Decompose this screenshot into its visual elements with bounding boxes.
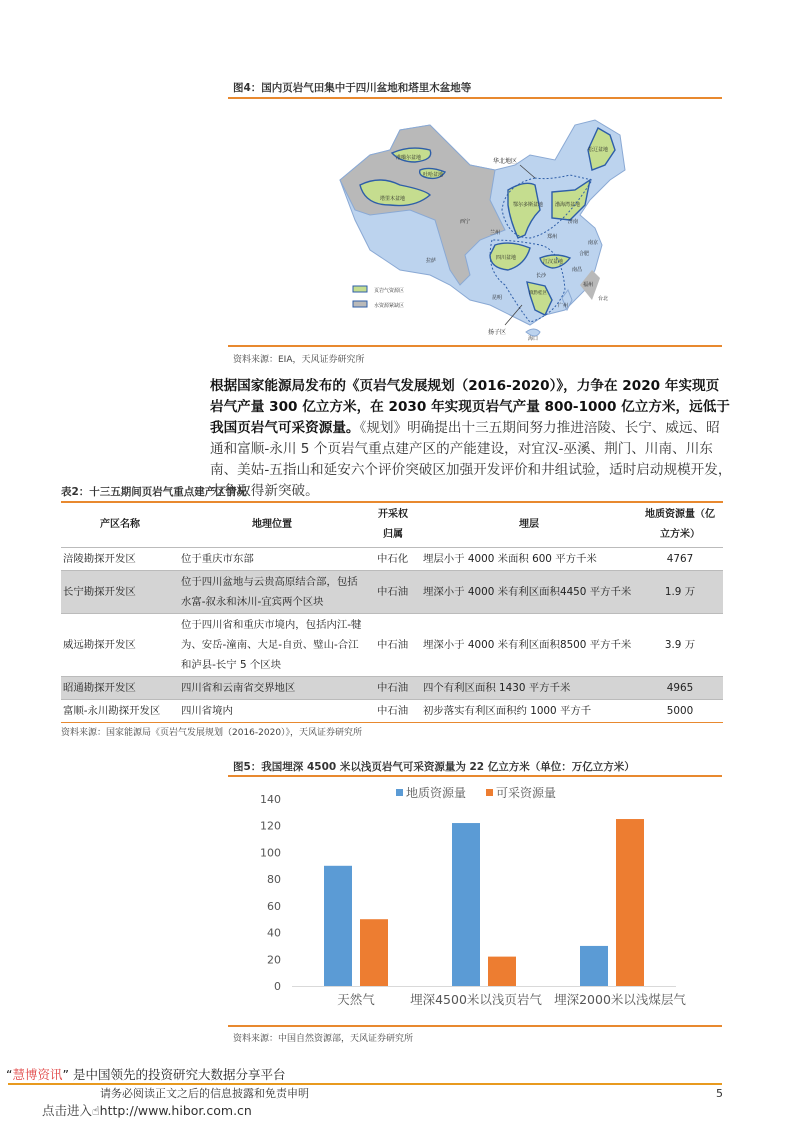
table-cell: 四个有利区面积 1430 平方千米 xyxy=(421,676,637,699)
map-label: 福州 xyxy=(583,282,594,288)
y-tick-label: 80 xyxy=(267,873,281,887)
paragraph-bold: 根据国家能源局发布的《页岩气发展规划（2016-2020）》，力争在 2020 年实现页岩气产量 300 亿立方米，在 2030 年实现页岩气产量 800-1000 亿立方米，远低于我国页岩气可采资源量。 xyxy=(210,378,730,436)
table-cell: 中石化 xyxy=(377,552,409,565)
bar-recoverable xyxy=(488,957,516,986)
table-cell: 1.9 万 xyxy=(637,570,723,613)
legend-swatch xyxy=(486,789,493,796)
map-label: 鄂尔多斯盆地 xyxy=(513,202,544,208)
map-label: 合肥 xyxy=(579,251,590,257)
table-cell: 中石油 xyxy=(365,570,421,613)
map-label: 滇黔桂区 xyxy=(529,291,547,296)
figure5-title: 图5：我国埋深 4500 米以浅页岩气可采资源量为 22 亿立方米（单位：万亿立方米） xyxy=(233,761,635,773)
bar-recoverable xyxy=(360,919,388,986)
map-label: 长沙 xyxy=(536,273,547,279)
figure4-title: 图4：国内页岩气田集中于四川盆地和塔里木盆地等 xyxy=(233,82,472,94)
table-cell: 位于重庆市东部 xyxy=(181,552,254,565)
map-label: 华北地区 xyxy=(493,158,518,165)
legend-label: 页岩气资源区 xyxy=(374,288,405,294)
y-tick-label: 140 xyxy=(260,793,281,806)
hand-cursor-icon: ☝ xyxy=(92,1103,100,1118)
y-tick-label: 120 xyxy=(260,819,281,833)
bar-geological xyxy=(324,866,352,986)
table-cell: 埋深小于 4000 米有利区面积8500 平方千米 xyxy=(423,638,632,651)
bar-geological xyxy=(452,823,480,986)
map-label: 扬子区 xyxy=(488,329,507,336)
table-cell: 昭通勘探开发区 xyxy=(61,676,179,699)
map-label: 昆明 xyxy=(492,295,503,301)
map-label: 南京 xyxy=(588,240,599,246)
table-cell: 中石油 xyxy=(377,638,409,651)
table-cell: 中石油 xyxy=(377,704,409,717)
col-header: 地理位置 xyxy=(252,518,292,530)
table-cell: 富顺-永川勘探开发区 xyxy=(63,704,161,717)
table-cell: 位于四川省和重庆市境内，包括内江-犍为、安岳-潼南、大足-自贡、璧山-合江和泸县-长宁 5 个区块 xyxy=(181,618,362,671)
map-label: 济南 xyxy=(568,219,579,225)
map-label: 拉萨 xyxy=(426,258,437,264)
col-header: 地质资源量（亿立方米） xyxy=(645,508,715,540)
enter-link[interactable] xyxy=(42,1104,252,1118)
table-cell: 位于四川盆地与云贵高原结合部，包括水富-叙永和沐川-宜宾两个区块 xyxy=(179,570,365,613)
legend-label: 地质资源量 xyxy=(406,786,467,800)
table-cell: 长宁勘探开发区 xyxy=(61,570,179,613)
legend-label: 水资源紧缺区 xyxy=(374,303,405,309)
table-cell: 威远勘探开发区 xyxy=(63,638,136,651)
y-tick-label: 40 xyxy=(267,926,281,940)
map-label: 海口 xyxy=(528,336,539,342)
map-label: 江汉盆地 xyxy=(543,259,564,265)
figure5-source: 资料来源：中国自然资源部，天风证券研究所 xyxy=(233,1034,414,1044)
paragraph-text: 《规划》明确提出十三五期间努力推进涪陵、长宁、威远、昭通和富顺-永川 5 个页岩气重点建产区的产能建设，对宜汉-巫溪、荆门、川南、川东南、美姑-五指山和延安六个评价突破区加强开发评价和井组试验，适时启动规模开发，力争取得新突破。 xyxy=(210,420,732,499)
divider xyxy=(228,1025,722,1027)
table-cell: 3.9 万 xyxy=(664,638,696,651)
y-tick-label: 0 xyxy=(274,980,281,993)
map-label: 塔里木盆地 xyxy=(380,196,406,202)
map-label: 西宁 xyxy=(460,219,471,225)
legend-label: 可采资源量 xyxy=(496,786,557,800)
enter-label: 点击进入 xyxy=(42,1103,93,1118)
col-header: 埋层 xyxy=(519,518,539,530)
url-link[interactable]: http://www.hibor.com.cn xyxy=(99,1103,252,1118)
table-cell: 初步落实有利区面积约 1000 平方千 xyxy=(423,704,592,717)
map-label: 准噶尔盆地 xyxy=(396,155,422,161)
map-label: 吐哈盆地 xyxy=(423,172,444,178)
col-header: 开采权归属 xyxy=(378,508,408,540)
table-cell: 埋层小于 4000 米面积 600 平方千米 xyxy=(423,552,597,565)
figure4-source: 资料来源：EIA，天风证券研究所 xyxy=(233,355,365,365)
x-tick-label: 天然气 xyxy=(337,992,375,1007)
table-cell: 埋深小于 4000 米有利区面积4450 平方千米 xyxy=(421,570,637,613)
map-label: 松辽盆地 xyxy=(588,147,609,153)
legend-swatch xyxy=(396,789,403,796)
brand-link[interactable]: 慧博资讯 xyxy=(12,1067,63,1082)
map-label: 台北 xyxy=(598,296,609,302)
table-cell: 4965 xyxy=(637,676,723,699)
table-cell: 5000 xyxy=(666,704,694,717)
map-label: 南昌 xyxy=(572,267,583,273)
y-tick-label: 100 xyxy=(260,846,281,860)
disclaimer: 请务必阅读正文之后的信息披露和免责申明 xyxy=(100,1087,309,1100)
table2-source: 资料来源：国家能源局《页岩气发展规划（2016-2020）》，天风证券研究所 xyxy=(61,728,363,738)
map-label: 广州 xyxy=(558,303,569,309)
table2-title: 表2：十三五期间页岩气重点建产区情况 xyxy=(61,486,247,498)
table-cell: 中石油 xyxy=(365,676,421,699)
table-cell: 涪陵勘探开发区 xyxy=(63,552,136,565)
x-tick-label: 埋深2000米以浅煤层气 xyxy=(554,992,686,1007)
table-cell: 4767 xyxy=(666,552,694,565)
page-number: 5 xyxy=(716,1087,723,1100)
x-tick-label: 埋深4500米以浅页岩气 xyxy=(410,992,542,1007)
map-label: 兰州 xyxy=(490,230,501,236)
bar-geological xyxy=(580,946,608,986)
bar-recoverable xyxy=(616,819,644,986)
table-cell: 四川省境内 xyxy=(181,704,233,717)
tagline: 是中国领先的投资研究大数据分享平台 xyxy=(72,1067,286,1082)
table-cell: 四川省和云南省交界地区 xyxy=(179,676,365,699)
map-label: 四川盆地 xyxy=(496,255,517,261)
footer-divider xyxy=(8,1083,722,1085)
col-header: 产区名称 xyxy=(100,518,140,530)
map-label: 郑州 xyxy=(547,234,558,240)
map-label: 渤海湾盆地 xyxy=(555,202,581,208)
y-tick-label: 20 xyxy=(267,953,281,967)
y-tick-label: 60 xyxy=(267,899,281,913)
footer-banner: “慧博资讯” 是中国领先的投资研究大数据分享平台 xyxy=(6,1067,286,1082)
